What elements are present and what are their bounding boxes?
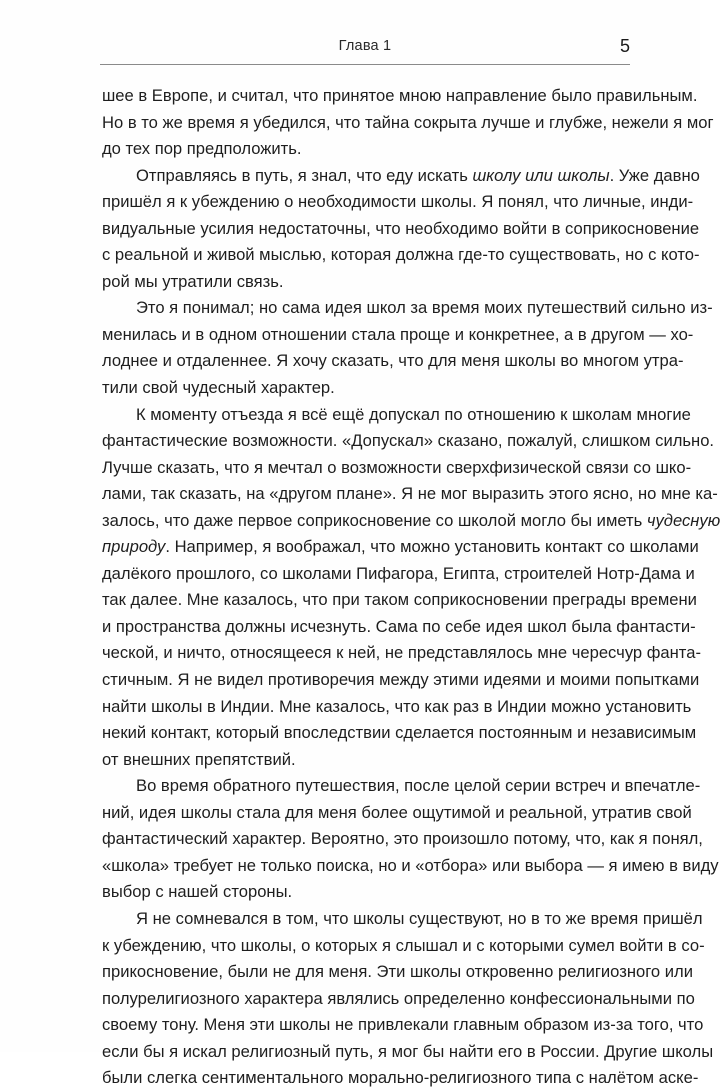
text-line: до тех пор предположить. (102, 139, 302, 159)
text-line: пришёл я к убеждению о необходимости школы. Я понял, что личные, инди- (102, 192, 694, 212)
text-line: прикосновение, были не для меня. Эти школы откровенно религиозного или (102, 962, 693, 982)
text-line: рой мы утратили связь. (102, 271, 284, 291)
text-line: Но в то же время я убедился, что тайна сокрыта лучше и глубже, нежели я мог (102, 112, 714, 132)
text-line: шее в Европе, и считал, что принятое мною направление было правильным. (102, 86, 698, 105)
text-line: фантастические возможности. «Допускал» сказано, пожалуй, слишком сильно. (102, 431, 715, 451)
text-line: найти школы в Индии. Мне казалось, что как раз в Индии можно установить (102, 696, 692, 716)
text-line: от внешних препятствий. (102, 749, 296, 769)
text-segment: . Например, я воображал, что можно установить контакт со школами (165, 537, 699, 557)
text-line: лоднее и отдаленнее. Я хочу сказать, что для меня школы во многом утра- (102, 351, 684, 371)
text-line: ний, идея школы стала для меня более ощутимой и реальной, утратив свой (102, 802, 692, 822)
text-line: Во время обратного путешествия, после целой серии встреч и впечатле- (136, 776, 701, 796)
text-line: к убеждению, что школы, о которых я слышал и с которыми сумел войти в со- (102, 935, 705, 955)
text-line: К моменту отъезда я всё ещё допускал по отношению к школам многие (136, 404, 691, 424)
text-line: «школа» требует не только поиска, но и «отбора» или выбора — я имею в виду (102, 855, 719, 875)
text-line: были слегка сентиментального морально-религиозного типа с налётом аске- (102, 1068, 699, 1088)
text-line: лами, так сказать, на «другом плане». Я не мог выразить этого ясно, но мне ка- (102, 484, 718, 504)
text-segment: Отправляясь в путь, я знал, что еду искать (136, 165, 473, 185)
italic-emphasis: чудесную (646, 510, 720, 530)
text-segment: . Уже давно (609, 165, 700, 185)
text-line: ческой, и ничто, относящееся к ней, не представлялось мне чересчур фанта- (102, 643, 701, 663)
italic-emphasis: школу или школы (472, 165, 610, 185)
text-line: своему тону. Меня эти школы не привлекали главным образом из-за того, что (102, 1015, 704, 1035)
text-line: далёкого прошлого, со школами Пифагора, Египта, строителей Нотр-Дама и (102, 563, 695, 583)
text-line: фантастический характер. Вероятно, это произошло потому, что, как я понял, (102, 829, 703, 849)
text-line: и пространства должны исчезнуть. Сама по себе идея школ была фантасти- (102, 616, 696, 636)
text-line: так далее. Мне казалось, что при таком соприкосновении преграды времени (102, 590, 697, 610)
italic-emphasis: природу (102, 537, 166, 557)
text-line: с реальной и живой мыслью, которая должна где-то существовать, но с кото- (102, 245, 700, 265)
text-line: Это я понимал; но сама идея школ за время моих путешествий сильно из- (136, 298, 713, 318)
page-number: 5 (619, 36, 630, 56)
text-line: видуальные усилия недостаточны, что необходимо войти в соприкосновение (102, 218, 700, 238)
text-line: некий контакт, который впоследствии сделается постоянным и независимым (102, 723, 697, 743)
running-head: Глава 1 (338, 38, 392, 54)
text-line: тили свой чудесный характер. (102, 378, 335, 398)
text-line: менилась и в одном отношении стала проще и конкретнее, а в другом — хо- (102, 324, 694, 344)
text-line (102, 534, 699, 561)
body-text (102, 83, 720, 1092)
text-line: Я не сомневался в том, что школы существуют, но в то же время пришёл (136, 908, 703, 928)
text-line (102, 508, 720, 535)
text-line: Лучше сказать, что я мечтал о возможности сверхфизической связи со шко- (102, 457, 692, 477)
text-line: если бы я искал религиозный путь, я мог бы найти его в России. Другие школы (102, 1041, 714, 1061)
text-segment: залось, что даже первое соприкосновение со школой могло бы иметь (102, 510, 647, 530)
text-line: выбор с нашей стороны. (102, 882, 293, 902)
text-line: стичным. Я не видел противоречия между этими идеями и моими попытками (102, 670, 700, 690)
text-line (102, 163, 700, 190)
text-line: полурелигиозного характера являлись определенно конфессиональными по (102, 988, 695, 1008)
header-rule (100, 64, 630, 65)
